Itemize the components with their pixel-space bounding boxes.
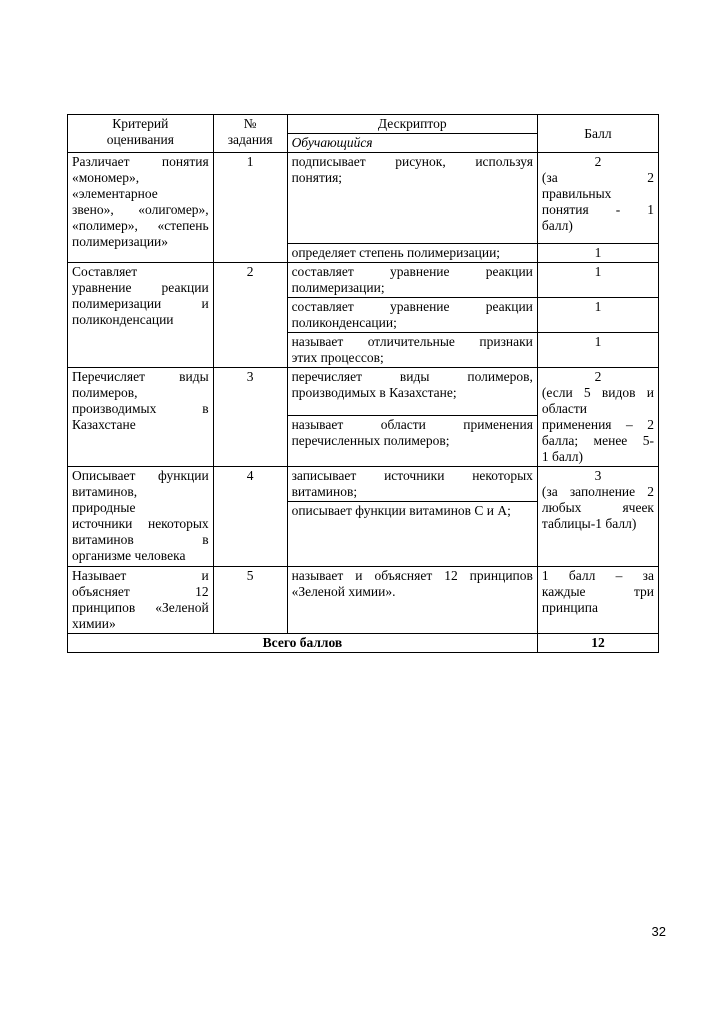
header-descriptor: Дескриптор [287, 115, 537, 134]
cell-text-line: таблицы-1 балл) [541, 516, 637, 531]
score-cell: 1 [537, 263, 658, 298]
cell-text-line: составляет уравнение реакции [291, 299, 533, 314]
cell-text-line: принципов «Зеленой [72, 600, 209, 615]
descriptor-cell [287, 153, 537, 244]
criterion-cell [68, 467, 214, 567]
cell-text-line: каждые три [541, 584, 654, 599]
header-learner: Обучающийся [287, 134, 537, 153]
cell-text-line: балл) [541, 218, 573, 233]
criterion-cell [68, 567, 214, 634]
cell-text-line: производимых в Казахстане; [291, 385, 457, 400]
cell-text-line: поликонденсации; [291, 315, 397, 330]
cell-text-line: описывает функции витаминов С и А; [291, 503, 511, 518]
criterion-cell [68, 368, 214, 467]
score-cell: 1 [537, 244, 658, 263]
cell-text-line: принципа [541, 600, 598, 615]
cell-text-line: № [243, 116, 257, 131]
cell-text-line: понятия - 1 [541, 202, 654, 217]
total-value: 12 [537, 634, 658, 653]
cell-text-line: составляет уравнение реакции [291, 264, 533, 279]
cell-text-line: называет и объясняет 12 принципов [291, 568, 533, 583]
cell-text-line: объясняет 12 [72, 584, 209, 599]
descriptor-cell [287, 502, 537, 567]
cell-text-line: полимеризации и [72, 296, 209, 311]
table-row [68, 368, 659, 416]
cell-text-line: (за заполнение 2 [541, 484, 654, 499]
cell-text-line: (если 5 видов и [541, 385, 654, 400]
cell-text-line: оценивания [106, 132, 174, 147]
task-number-cell: 3 [213, 368, 287, 467]
table-row [68, 467, 659, 502]
cell-text-line: химии» [72, 616, 116, 631]
cell-text-line: применения – 2 [541, 417, 654, 432]
descriptor-cell [287, 567, 537, 634]
cell-text-line: (за 2 [541, 170, 654, 185]
table-row [68, 263, 659, 298]
cell-text-line: витаминов; [291, 484, 358, 499]
cell-text-line: балла; менее 5- [541, 433, 654, 448]
task-number-cell: 5 [213, 567, 287, 634]
cell-text-line: записывает источники некоторых [291, 468, 533, 483]
cell-text-line: природные [72, 500, 136, 515]
cell-text-line: витаминов, [72, 484, 138, 499]
descriptor-cell [287, 416, 537, 467]
cell-text-line: перечисленных полимеров; [291, 433, 450, 449]
cell-text-line: понятия; [291, 170, 343, 185]
cell-text-line: витаминов в [72, 532, 209, 547]
criterion-cell [68, 153, 214, 263]
cell-text-line: звено», «олигомер», [72, 202, 209, 217]
task-number-cell: 2 [213, 263, 287, 368]
cell-text-line: подписывает рисунок, используя [291, 154, 533, 169]
header-task-number [213, 115, 287, 153]
descriptor-cell [287, 467, 537, 502]
score-cell: 1 [537, 333, 658, 368]
assessment-rubric-table [67, 114, 659, 653]
score-cell [537, 153, 658, 244]
descriptor-cell [287, 244, 537, 263]
cell-text-line: 3 [594, 468, 602, 483]
task-number-cell: 1 [213, 153, 287, 263]
cell-text-line: Различает понятия [72, 154, 209, 169]
cell-text-line: 1 балл – за [541, 568, 654, 583]
cell-text-line: 2 [594, 369, 602, 384]
table-row [68, 567, 659, 634]
total-label: Всего баллов [68, 634, 538, 653]
cell-text-line: организме человека [72, 548, 186, 563]
cell-text-line: полимеризации; [291, 280, 385, 295]
cell-text-line: правильных [541, 186, 612, 201]
cell-text-line: источники некоторых [72, 516, 209, 531]
cell-text-line: называет отличительные признаки [291, 334, 533, 349]
score-cell [537, 368, 658, 467]
header-score: Балл [537, 115, 658, 153]
cell-text-line: «мономер», [72, 170, 140, 185]
cell-text-line: Называет и [72, 568, 209, 583]
cell-text-line: производимых в [72, 401, 209, 416]
cell-text-line: Составляет [72, 264, 138, 279]
score-cell [537, 467, 658, 567]
cell-text-line: «элементарное [72, 186, 158, 201]
cell-text-line: полимеризации» [72, 234, 169, 249]
score-cell [537, 567, 658, 634]
descriptor-cell [287, 298, 537, 333]
cell-text-line: любых ячеек [541, 500, 654, 515]
criterion-cell [68, 263, 214, 368]
cell-text-line: Казахстане [72, 417, 136, 432]
cell-text-line: поликонденсации [72, 312, 174, 327]
cell-text-line: «Зеленой химии». [291, 584, 396, 599]
cell-text-line: уравнение реакции [72, 280, 209, 295]
cell-text-line: области [541, 401, 588, 416]
cell-text-line: задания [227, 132, 273, 147]
cell-text-line: этих процессов; [291, 350, 384, 365]
score-cell: 1 [537, 298, 658, 333]
descriptor-cell [287, 368, 537, 416]
cell-text-line: 1 балл) [541, 449, 583, 464]
cell-text-line: Перечисляет виды [72, 369, 209, 384]
cell-text-line: 2 [594, 154, 602, 169]
total-row [68, 634, 659, 653]
cell-text-line: полимеров, [72, 385, 138, 400]
table-row [68, 153, 659, 244]
cell-text-line: перечисляет виды полимеров, [291, 369, 533, 384]
cell-text-line: Критерий [112, 116, 169, 131]
cell-text-line: определяет степень полимеризации; [291, 245, 501, 260]
header-criterion [68, 115, 214, 153]
cell-text-line: называет области применения [291, 417, 533, 433]
descriptor-cell [287, 333, 537, 368]
table-header-row [68, 115, 659, 134]
task-number-cell: 4 [213, 467, 287, 567]
cell-text-line: Описывает функции [72, 468, 209, 483]
descriptor-cell [287, 263, 537, 298]
page-number: 32 [651, 924, 666, 939]
cell-text-line: «полимер», «степень [72, 218, 209, 233]
